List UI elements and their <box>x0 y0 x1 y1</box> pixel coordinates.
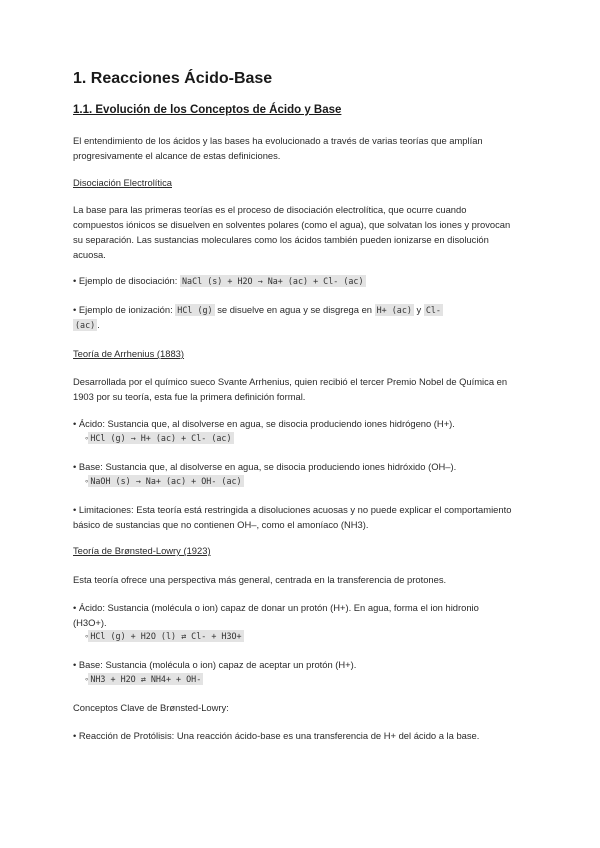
bronsted-heading: Teoría de Brønsted-Lowry (1923) <box>73 545 211 556</box>
ejemplo-ionizacion <box>73 302 443 318</box>
bronsted-intro: Esta teoría ofrece una perspectiva más general, centrada en la transferencia de protones. <box>73 574 447 585</box>
ejemplo-disociacion <box>73 273 366 289</box>
bullet-circle: ◦ <box>85 673 89 684</box>
bullet-circle: ◦ <box>85 630 89 641</box>
arrhenius-acido-eq <box>85 430 234 446</box>
ionizacion-code-hcl: HCl (g) <box>177 305 213 315</box>
ionizacion-code-h: H+ (ac) <box>376 305 412 315</box>
arrhenius-heading: Teoría de Arrhenius (1883) <box>73 348 185 359</box>
arrhenius-base-eq <box>85 473 244 489</box>
arrhenius-base-text: • Base: Sustancia que, al disolverse en agua, se disocia produciendo iones hidróxido (OH–). <box>73 461 457 472</box>
bullet-circle: ◦ <box>85 432 89 443</box>
bronsted-base-text: • Base: Sustancia (molécula o ion) capaz de aceptar un protón (H+). <box>73 659 357 670</box>
ejemplo-ionizacion-cont <box>73 317 100 333</box>
bronsted-acido-text: • Ácido: Sustancia (molécula o ion) capaz de donar un protón (H+). En agua, forma el ion hidronio (H3O+). <box>73 602 479 628</box>
ejemplo-disociacion-label: • Ejemplo de disociación: <box>73 275 180 286</box>
conceptos-heading: Conceptos Clave de Brønsted-Lowry: <box>73 702 229 713</box>
ionizacion-y: y <box>413 304 424 315</box>
ejemplo-disociacion-code: NaCl (s) + H2O → Na+ (ac) + Cl- (ac) <box>181 276 364 286</box>
arrhenius-acido-text: • Ácido: Sustancia que, al disolverse en agua, se disocia produciendo iones hidrógeno (H+). <box>73 418 455 429</box>
ionizacion-mid-text: se disuelve en agua y se disgrega en <box>214 304 375 315</box>
intro-paragraph: El entendimiento de los ácidos y las bases ha evolucionado a través de varias teorías que amplían progresivamente el alcance de estas definiciones. <box>73 135 483 161</box>
bronsted-base-eq <box>85 671 203 687</box>
ionizacion-code-ac: (ac) <box>75 320 96 330</box>
page-title: 1. Reacciones Ácido-Base <box>73 70 273 87</box>
disociacion-heading: Disociación Electrolítica <box>73 177 172 188</box>
arrhenius-base-code: NaOH (s) → Na+ (ac) + OH- (ac) <box>90 476 242 486</box>
section-heading: 1.1. Evolución de los Conceptos de Ácido y Base <box>73 104 342 116</box>
ionizacion-code-cl: Cl- <box>425 305 441 315</box>
bullet-circle: ◦ <box>85 475 89 486</box>
bronsted-base-code: NH3 + H2O ⇄ NH4+ + OH- <box>90 674 202 684</box>
ejemplo-ionizacion-label: • Ejemplo de ionización: <box>73 304 176 315</box>
bronsted-acido-eq <box>85 628 244 644</box>
protolisis-text: • Reacción de Protólisis: Una reacción ácido-base es una transferencia de H+ del ácido a la base. <box>73 730 480 741</box>
arrhenius-limitaciones: • Limitaciones: Esta teoría está restringida a disoluciones acuosas y no puede explicar el comportamiento básico de sustancias que no contienen OH–, como el amoníaco (NH3). <box>73 504 512 530</box>
arrhenius-acido-code: HCl (g) → H+ (ac) + Cl- (ac) <box>90 433 232 443</box>
arrhenius-paragraph: Desarrollada por el químico sueco Svante Arrhenius, quien recibió el tercer Premio Nobel de Química en 1903 por su teoría, esta fue la primera definición formal. <box>73 376 508 402</box>
ionizacion-end: . <box>97 319 100 330</box>
disociacion-paragraph: La base para las primeras teorías es el proceso de disociación electrolítica, que ocurre cuando compuestos iónicos se disuelven en solventes polares (como el agua), que solvatan los iones y provocan su separación. Las sustancias moleculares como los ácidos también pueden ionizarse en disolución acuosa. <box>73 204 511 260</box>
bronsted-acido-code: HCl (g) + H2O (l) ⇄ Cl- + H3O+ <box>90 631 242 641</box>
